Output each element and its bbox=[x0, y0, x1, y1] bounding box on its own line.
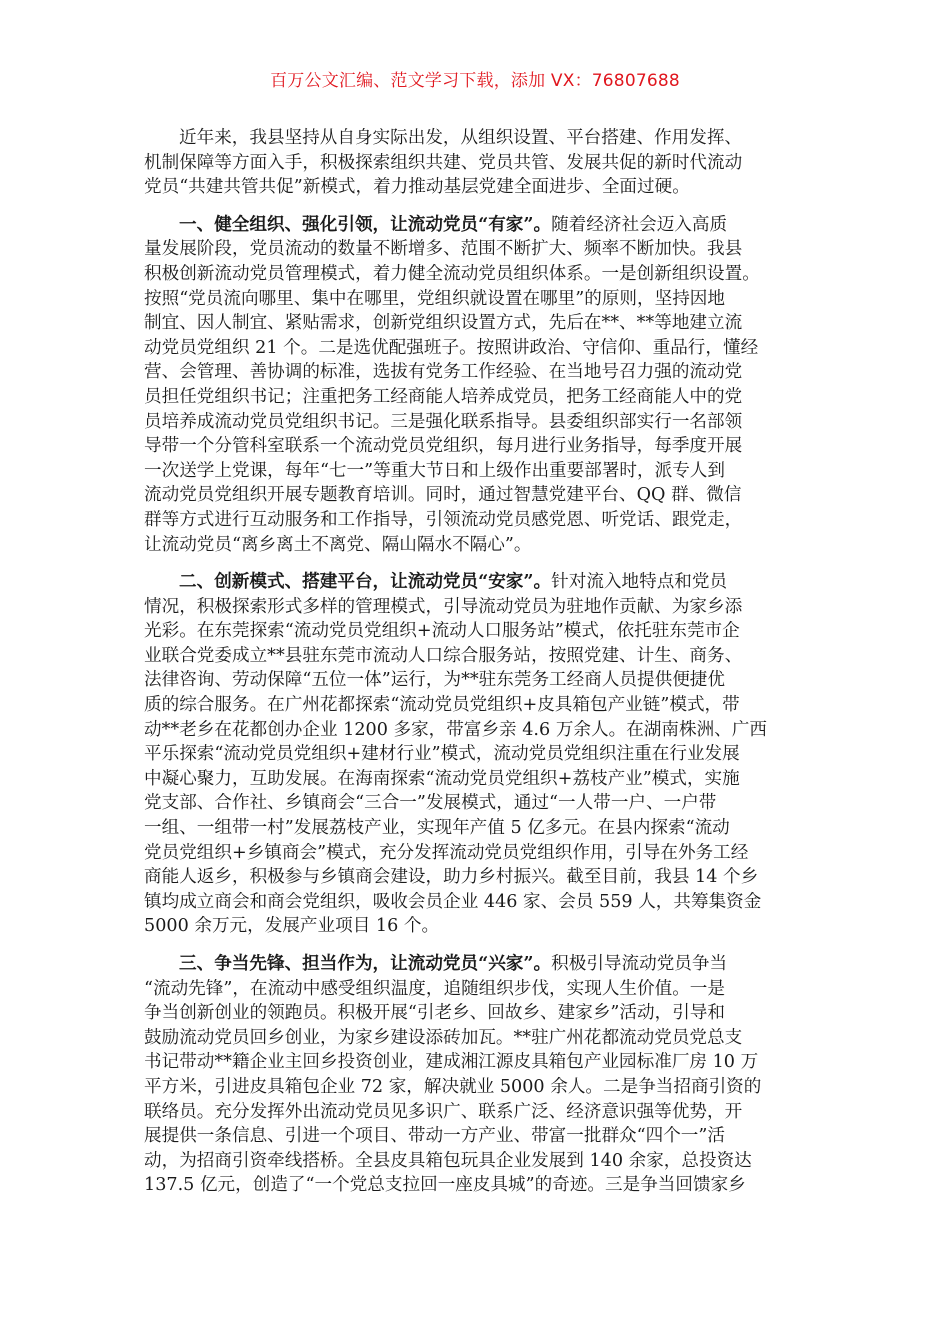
text-line: 法律咨询、劳动保障“五位一体”运行，为**驻东莞务工经商人员提供便捷优 bbox=[144, 670, 725, 691]
text-line: 积极创新流动党员管理模式，着力健全流动党员组织体系。一是创新组织设置。 bbox=[144, 263, 760, 284]
text-line: 量发展阶段，党员流动的数量不断增多、范围不断扩大、频率不断加快。我县 bbox=[144, 239, 743, 260]
text-line: 一次送学上党课，每年“七一”等重大节日和上级作出重要部署时，派专人到 bbox=[144, 460, 725, 481]
text-line: 鼓励流动党员回乡创业，为家乡建设添砖加瓦。**驻广州花都流动党员党总支 bbox=[144, 1027, 743, 1048]
text-line: 动**老乡在花都创办企业 1200 多家，带富乡亲 4.6 万余人。在湖南株洲、广西 bbox=[144, 719, 767, 740]
text-line: 党员党组织+乡镇商会”模式，充分发挥流动党员党组织作用，引导在外务工经 bbox=[144, 842, 749, 863]
intro-paragraph bbox=[144, 126, 824, 200]
section-heading: 二、创新模式、搭建平台，让流动党员“安家”。 bbox=[179, 571, 552, 593]
section-heading: 三、争当先锋、担当作为，让流动党员“兴家”。 bbox=[179, 953, 552, 974]
text-line: 镇均成立商会和商会党组织，吸收会员企业 446 家、会员 559 人，共筹集资金 bbox=[144, 891, 762, 912]
text-line bbox=[144, 952, 824, 977]
text-line: 按照“党员流向哪里、集中在哪里，党组织就设置在哪里”的原则，坚持因地 bbox=[144, 288, 725, 309]
text-run: 随着经济社会迈入高质 bbox=[551, 214, 728, 235]
text-line: 平方米，引进皮具箱包企业 72 家，解决就业 5000 余人。二是争当招商引资的 bbox=[144, 1076, 762, 1097]
section-3-paragraph bbox=[144, 952, 824, 1198]
section-heading: 一、健全组织、强化引领，让流动党员“有家”。 bbox=[179, 213, 552, 235]
text-line: 光彩。在东莞探索“流动党员党组织+流动人口服务站”模式，依托驻东莞市企 bbox=[144, 621, 740, 642]
text-line: 一组、一组带一村”发展荔枝产业，实现年产值 5 亿多元。在县内探索“流动 bbox=[144, 818, 730, 839]
section-1-paragraph bbox=[144, 213, 824, 557]
text-line: 商能人返乡，积极参与乡镇商会建设，助力乡村振兴。截至目前，我县 14 个乡 bbox=[144, 867, 759, 888]
text-line: 党员“共建共管共促”新模式，着力推动基层党建全面进步、全面过硬。 bbox=[144, 177, 690, 198]
text-line: 平乐探索“流动党员党组织+建材行业”模式，流动党员党组织注重在行业发展 bbox=[144, 744, 740, 765]
text-line: 机制保障等方面入手，积极探索组织共建、党员共管、发展共促的新时代流动 bbox=[144, 152, 743, 173]
text-line: 137.5 亿元，创造了“一个党总支拉回一座皮具城”的奇迹。三是争当回馈家乡 bbox=[144, 1175, 746, 1196]
text-line: 动，为招商引资牵线搭桥。全县皮具箱包玩具企业发展到 140 余家，总投资达 bbox=[144, 1150, 752, 1171]
text-run: 针对流入地特点和党员 bbox=[551, 572, 728, 593]
text-line: 5000 余万元，发展产业项目 16 个。 bbox=[144, 916, 440, 937]
text-line: 展提供一条信息、引进一个项目、带动一方产业、带富一批群众“四个一”活 bbox=[144, 1126, 725, 1147]
text-line: 动党员党组织 21 个。二是选优配强班子。按照讲政治、守信仰、重品行，懂经 bbox=[144, 337, 759, 358]
text-line: 情况，积极探索形式多样的管理模式，引导流动党员为驻地作贡献、为家乡添 bbox=[144, 596, 743, 617]
text-line: 让流动党员“离乡离土不离党、隔山隔水不隔心”。 bbox=[144, 534, 532, 555]
text-line bbox=[144, 213, 824, 238]
text-line: 制宜、因人制宜、紧贴需求，创新党组织设置方式，先后在**、**等地建立流 bbox=[144, 313, 743, 334]
text-line: 群等方式进行互动服务和工作指导，引领流动党员感党恩、听党话、跟党走， bbox=[144, 509, 743, 530]
text-line bbox=[144, 570, 824, 595]
text-line: “流动先锋”，在流动中感受组织温度，追随组织步伐，实现人生价值。一是 bbox=[144, 978, 725, 999]
text-line: 书记带动**籍企业主回乡投资创业，建成湘江源皮具箱包产业园标准厂房 10 万 bbox=[144, 1052, 759, 1073]
text-line: 联络员。充分发挥外出流动党员见多识广、联系广泛、经济意识强等优势，开 bbox=[144, 1101, 743, 1122]
text-line: 中凝心聚力，互助发展。在海南探索“流动党员党组织+荔枝产业”模式，实施 bbox=[144, 768, 740, 789]
text-line: 争当创新创业的领跑员。积极开展“引老乡、回故乡、建家乡”活动，引导和 bbox=[144, 1003, 725, 1024]
text-line: 党支部、合作社、乡镇商会“三合一”发展模式，通过“一人带一户、一户带 bbox=[144, 793, 717, 814]
text-line: 营、会管理、善协调的标准，选拔有党务工作经验、在当地号召力强的流动党 bbox=[144, 362, 743, 383]
text-line: 流动党员党组织开展专题教育培训。同时，通过智慧党建平台、QQ 群、微信 bbox=[144, 485, 742, 506]
text-line: 导带一个分管科室联系一个流动党员党组织，每月进行业务指导，每季度开展 bbox=[144, 436, 743, 457]
text-line: 业联合党委成立**县驻东莞市流动人口综合服务站，按照党建、计生、商务、 bbox=[144, 645, 743, 666]
text-line: 质的综合服务。在广州花都探索“流动党员党组织+皮具箱包产业链”模式，带 bbox=[144, 695, 740, 716]
text-line: 近年来，我县坚持从自身实际出发，从组织设置、平台搭建、作用发挥、 bbox=[179, 128, 743, 148]
text-run: 积极引导流动党员争当 bbox=[551, 954, 728, 974]
watermark-banner: 百万公文汇编、范文学习下载，添加 VX：76807688 bbox=[270, 71, 680, 91]
text-line: 员培养成流动党员党组织书记。三是强化联系指导。县委组织部实行一名部领 bbox=[144, 411, 743, 432]
section-2-paragraph bbox=[144, 570, 824, 939]
document-body bbox=[144, 126, 824, 1211]
text-line: 员担任党组织书记；注重把务工经商能人培养成党员，把务工经商能人中的党 bbox=[144, 386, 743, 407]
